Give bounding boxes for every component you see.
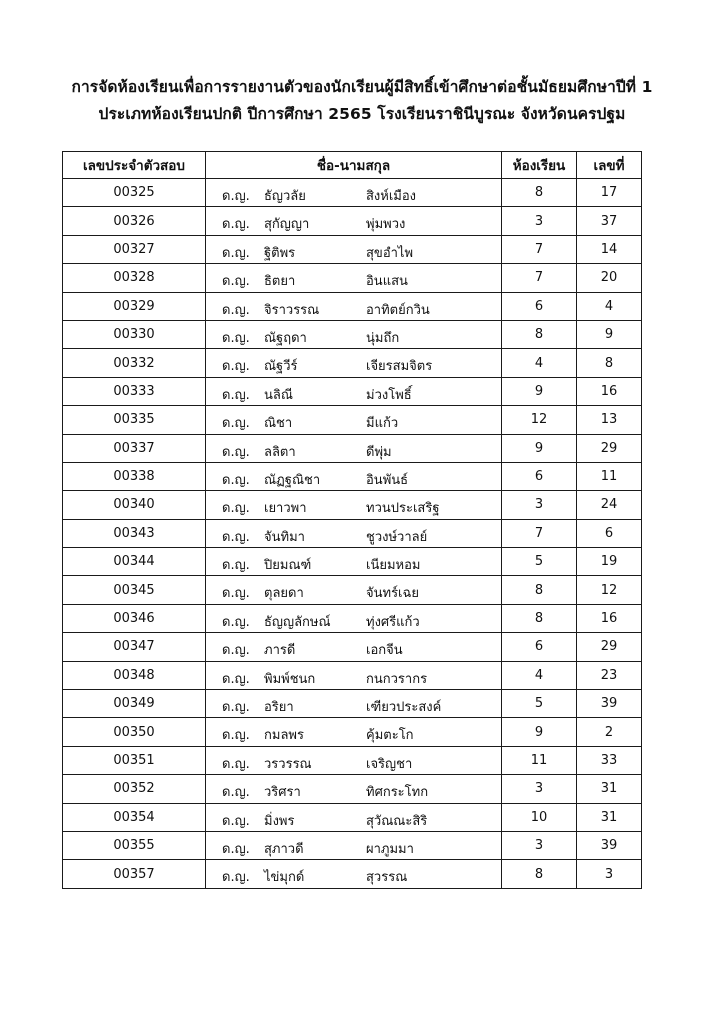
room-cell: 7 xyxy=(502,235,577,263)
room-cell: 7 xyxy=(502,519,577,547)
seat-number-cell: 23 xyxy=(577,661,642,689)
name-prefix: ด.ญ. xyxy=(222,700,250,716)
name-cell xyxy=(206,320,502,348)
exam-id-cell: 00350 xyxy=(63,718,206,746)
exam-id-cell: 00346 xyxy=(63,604,206,632)
name-prefix: ด.ญ. xyxy=(222,416,250,432)
name-cell xyxy=(206,690,502,718)
room-cell: 6 xyxy=(502,633,577,661)
name-prefix: ด.ญ. xyxy=(222,785,250,801)
seat-number-cell: 20 xyxy=(577,264,642,292)
name-prefix: ด.ญ. xyxy=(222,359,250,375)
room-cell: 3 xyxy=(502,491,577,519)
room-cell: 3 xyxy=(502,207,577,235)
last-name: จันทร์เฉย xyxy=(366,586,419,602)
exam-id-cell: 00355 xyxy=(63,831,206,859)
last-name: สิงห์เมือง xyxy=(366,189,417,204)
name-prefix: ด.ญ. xyxy=(222,728,250,744)
last-name: เฑียวประสงค์ xyxy=(366,700,442,716)
seat-number-cell: 16 xyxy=(577,377,642,405)
exam-id-cell: 00332 xyxy=(63,349,206,377)
table-row xyxy=(63,377,642,405)
last-name: สุขอำไพ xyxy=(366,245,414,261)
table-row xyxy=(63,548,642,576)
last-name: เจริญชา xyxy=(366,756,413,772)
column-header-room: ห้องเรียน xyxy=(502,152,577,179)
first-name: วรวรรณ xyxy=(264,756,312,772)
room-cell: 12 xyxy=(502,406,577,434)
name-prefix: ด.ญ. xyxy=(222,813,250,829)
last-name: เนียมหอม xyxy=(366,558,421,574)
seat-number-cell: 12 xyxy=(577,576,642,604)
seat-number-cell: 16 xyxy=(577,604,642,632)
table-row xyxy=(63,462,642,490)
name-cell xyxy=(206,803,502,831)
room-cell: 7 xyxy=(502,264,577,292)
document-subtitle: ประเภทห้องเรียนปกติ ปีการศึกษา 2565 โรงเรียนราชินีบูรณะ จังหวัดนครปฐม xyxy=(98,105,626,123)
first-name: ลลิตา xyxy=(264,444,296,460)
name-cell xyxy=(206,633,502,661)
name-cell xyxy=(206,179,502,207)
seat-number-cell: 31 xyxy=(577,775,642,803)
last-name: คุ้มตะโก xyxy=(366,728,414,744)
seat-number-cell: 39 xyxy=(577,690,642,718)
name-cell xyxy=(206,661,502,689)
name-cell xyxy=(206,235,502,263)
exam-id-cell: 00330 xyxy=(63,320,206,348)
table-row xyxy=(63,775,642,803)
name-cell xyxy=(206,860,502,888)
first-name: สุกัญญา xyxy=(264,217,310,233)
room-cell: 8 xyxy=(502,320,577,348)
room-cell: 8 xyxy=(502,576,577,604)
name-cell xyxy=(206,292,502,320)
table-row xyxy=(63,576,642,604)
name-prefix: ด.ญ. xyxy=(222,671,250,687)
exam-id-cell: 00326 xyxy=(63,207,206,235)
exam-id-cell: 00335 xyxy=(63,406,206,434)
last-name: ดีพุ่ม xyxy=(366,444,392,460)
seat-number-cell: 31 xyxy=(577,803,642,831)
room-cell: 11 xyxy=(502,746,577,774)
last-name: ม่วงโพธิ์ xyxy=(366,387,412,403)
seat-number-cell: 6 xyxy=(577,519,642,547)
table-row xyxy=(63,349,642,377)
room-cell: 8 xyxy=(502,860,577,888)
first-name: ณิชา xyxy=(264,416,293,432)
last-name: เอกจีน xyxy=(366,643,403,659)
table-row xyxy=(63,604,642,632)
last-name: สุวัณณะสิริ xyxy=(366,813,428,829)
name-prefix: ด.ญ. xyxy=(222,643,250,659)
exam-id-cell: 00347 xyxy=(63,633,206,661)
name-cell xyxy=(206,718,502,746)
name-cell xyxy=(206,775,502,803)
seat-number-cell: 11 xyxy=(577,462,642,490)
seat-number-cell: 3 xyxy=(577,860,642,888)
seat-number-cell: 37 xyxy=(577,207,642,235)
first-name: ณัฏฐณิชา xyxy=(264,472,321,488)
first-name: ปิยมณฑ์ xyxy=(264,558,312,574)
name-prefix: ด.ญ. xyxy=(222,529,250,545)
table-row xyxy=(63,207,642,235)
first-name: ณัฐวีร์ xyxy=(264,359,298,375)
exam-id-cell: 00327 xyxy=(63,235,206,263)
name-cell xyxy=(206,462,502,490)
first-name: ธิตยา xyxy=(264,274,296,290)
room-cell: 9 xyxy=(502,718,577,746)
first-name: ธัญญลักษณ์ xyxy=(264,614,331,630)
table-row xyxy=(63,292,642,320)
first-name: ณัฐฤดา xyxy=(264,330,307,346)
name-cell xyxy=(206,746,502,774)
table-row xyxy=(63,661,642,689)
seat-number-cell: 29 xyxy=(577,633,642,661)
table-header-row xyxy=(63,152,642,179)
name-prefix: ด.ญ. xyxy=(222,387,250,403)
name-prefix: ด.ญ. xyxy=(222,302,250,318)
table-body xyxy=(63,179,642,889)
exam-id-cell: 00357 xyxy=(63,860,206,888)
exam-id-cell: 00349 xyxy=(63,690,206,718)
seat-number-cell: 14 xyxy=(577,235,642,263)
room-cell: 8 xyxy=(502,179,577,207)
table-row xyxy=(63,803,642,831)
first-name: ตุลยดา xyxy=(264,586,304,602)
exam-id-cell: 00340 xyxy=(63,491,206,519)
exam-id-cell: 00338 xyxy=(63,462,206,490)
name-prefix: ด.ญ. xyxy=(222,330,250,346)
name-cell xyxy=(206,519,502,547)
first-name: มิ่งพร xyxy=(264,813,295,829)
name-cell xyxy=(206,377,502,405)
last-name: ทิศกระโทก xyxy=(366,785,429,801)
name-cell xyxy=(206,349,502,377)
first-name: ภารดี xyxy=(264,643,296,659)
exam-id-cell: 00333 xyxy=(63,377,206,405)
name-prefix: ด.ญ. xyxy=(222,558,250,574)
first-name: จิราวรรณ xyxy=(264,302,320,318)
name-cell xyxy=(206,434,502,462)
room-cell: 5 xyxy=(502,548,577,576)
exam-id-cell: 00348 xyxy=(63,661,206,689)
seat-number-cell: 17 xyxy=(577,179,642,207)
exam-id-cell: 00351 xyxy=(63,746,206,774)
table-row xyxy=(63,831,642,859)
table-row xyxy=(63,633,642,661)
room-cell: 6 xyxy=(502,292,577,320)
last-name: ผาภูมมา xyxy=(366,841,414,857)
room-cell: 6 xyxy=(502,462,577,490)
exam-id-cell: 00337 xyxy=(63,434,206,462)
name-cell xyxy=(206,207,502,235)
first-name: พิมพ์ชนก xyxy=(264,671,316,687)
last-name: ชูวงษ์วาลย์ xyxy=(366,529,428,545)
table-row xyxy=(63,519,642,547)
name-cell xyxy=(206,604,502,632)
last-name: อาทิตย์กวิน xyxy=(366,302,430,318)
exam-id-cell: 00344 xyxy=(63,548,206,576)
exam-id-cell: 00352 xyxy=(63,775,206,803)
seat-number-cell: 29 xyxy=(577,434,642,462)
last-name: สุวรรณ xyxy=(366,870,408,886)
name-cell xyxy=(206,406,502,434)
name-prefix: ด.ญ. xyxy=(222,870,250,886)
name-prefix: ด.ญ. xyxy=(222,756,250,772)
seat-number-cell: 4 xyxy=(577,292,642,320)
seat-number-cell: 13 xyxy=(577,406,642,434)
name-prefix: ด.ญ. xyxy=(222,217,250,233)
seat-number-cell: 24 xyxy=(577,491,642,519)
column-header-exam-id: เลขประจำตัวสอบ xyxy=(63,152,206,179)
room-cell: 8 xyxy=(502,604,577,632)
seat-number-cell: 33 xyxy=(577,746,642,774)
name-prefix: ด.ญ. xyxy=(222,189,250,204)
table-row xyxy=(63,235,642,263)
name-prefix: ด.ญ. xyxy=(222,472,250,488)
first-name: ฐิติพร xyxy=(264,245,296,261)
table-row xyxy=(63,718,642,746)
exam-id-cell: 00328 xyxy=(63,264,206,292)
table-row xyxy=(63,264,642,292)
first-name: ธัญวลัย xyxy=(264,189,306,204)
room-cell: 5 xyxy=(502,690,577,718)
name-prefix: ด.ญ. xyxy=(222,274,250,290)
last-name: ทวนประเสริฐ xyxy=(366,501,440,517)
table-row xyxy=(63,434,642,462)
name-prefix: ด.ญ. xyxy=(222,245,250,261)
name-prefix: ด.ญ. xyxy=(222,444,250,460)
last-name: เจียรสมจิตร xyxy=(366,359,433,375)
room-cell: 9 xyxy=(502,377,577,405)
seat-number-cell: 8 xyxy=(577,349,642,377)
name-cell xyxy=(206,548,502,576)
exam-id-cell: 00343 xyxy=(63,519,206,547)
seat-number-cell: 19 xyxy=(577,548,642,576)
column-header-name: ชื่อ-นามสกุล xyxy=(206,152,502,179)
table-row xyxy=(63,690,642,718)
last-name: อินแสน xyxy=(366,274,408,290)
room-cell: 3 xyxy=(502,775,577,803)
room-cell: 10 xyxy=(502,803,577,831)
first-name: จันทิมา xyxy=(264,529,305,545)
seat-number-cell: 9 xyxy=(577,320,642,348)
table-row xyxy=(63,406,642,434)
table-row xyxy=(63,320,642,348)
seat-number-cell: 39 xyxy=(577,831,642,859)
name-cell xyxy=(206,831,502,859)
first-name: กมลพร xyxy=(264,728,304,744)
name-cell xyxy=(206,491,502,519)
student-room-table xyxy=(62,151,642,889)
exam-id-cell: 00354 xyxy=(63,803,206,831)
first-name: อริยา xyxy=(264,700,294,716)
name-prefix: ด.ญ. xyxy=(222,614,250,630)
table-row xyxy=(63,860,642,888)
room-cell: 4 xyxy=(502,661,577,689)
name-prefix: ด.ญ. xyxy=(222,501,250,517)
document-title: การจัดห้องเรียนเพื่อการรายงานตัวของนักเรียนผู้มีสิทธิ์เข้าศึกษาต่อชั้นมัธยมศึกษาปีที่ 1 xyxy=(71,78,653,96)
last-name: กนกวรากร xyxy=(366,671,428,687)
first-name: เยาวพา xyxy=(264,501,307,517)
last-name: นุ่มถึก xyxy=(366,330,400,346)
first-name: สุภาวดี xyxy=(264,841,304,857)
exam-id-cell: 00329 xyxy=(63,292,206,320)
column-header-number: เลขที่ xyxy=(577,152,642,179)
room-cell: 9 xyxy=(502,434,577,462)
name-cell xyxy=(206,576,502,604)
table-row xyxy=(63,491,642,519)
last-name: พุ่มพวง xyxy=(366,217,406,233)
table-row xyxy=(63,746,642,774)
last-name: มีแก้ว xyxy=(366,416,399,432)
first-name: นลิณี xyxy=(264,387,293,403)
first-name: วริศรา xyxy=(264,785,301,801)
room-cell: 4 xyxy=(502,349,577,377)
last-name: ทุ่งศรีแก้ว xyxy=(366,614,420,630)
exam-id-cell: 00345 xyxy=(63,576,206,604)
seat-number-cell: 2 xyxy=(577,718,642,746)
name-prefix: ด.ญ. xyxy=(222,586,250,602)
table-row xyxy=(63,179,642,207)
exam-id-cell: 00325 xyxy=(63,179,206,207)
last-name: อินพันธ์ xyxy=(366,472,409,488)
name-cell xyxy=(206,264,502,292)
name-prefix: ด.ญ. xyxy=(222,841,250,857)
first-name: ไข่มุกด์ xyxy=(264,870,305,886)
room-cell: 3 xyxy=(502,831,577,859)
